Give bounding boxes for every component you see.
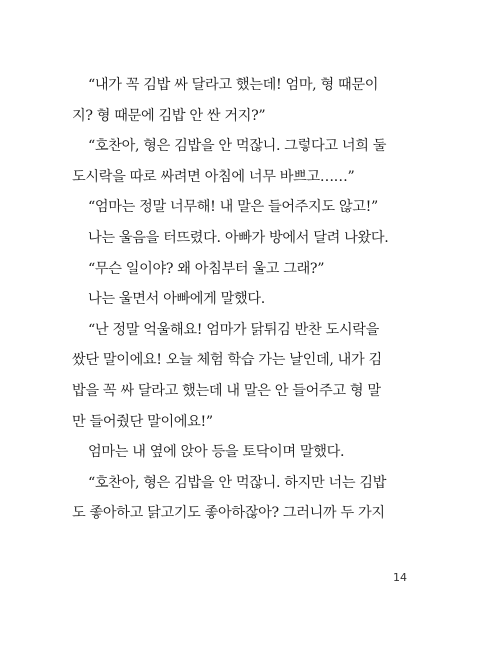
- text-line: 만 들어줬단 말이에요!”: [72, 413, 213, 430]
- page-number: 14: [393, 571, 407, 584]
- text-line: “무슨 일이야? 왜 아침부터 울고 그래?”: [88, 260, 325, 277]
- text-line: “호찬아, 형은 김밥을 안 먹잖니. 그렇다고 너희 둘: [88, 138, 387, 155]
- text-line: “난 정말 억울해요! 엄마가 닭튀김 반찬 도시락을: [88, 321, 379, 338]
- text-line: 나는 울음을 터뜨렸다. 아빠가 방에서 달려 나왔다.: [88, 229, 389, 246]
- text-line: “엄마는 정말 너무해! 내 말은 들어주지도 않고!”: [88, 199, 378, 216]
- text-line: 쌌단 말이에요! 오늘 체험 학습 가는 날인데, 내가 김: [72, 352, 382, 369]
- text-line: “내가 꼭 김밥 싸 달라고 했는데! 엄마, 형 때문이: [88, 77, 379, 93]
- text-line: 밥을 꼭 싸 달라고 했는데 내 말은 안 들어주고 형 말: [72, 382, 381, 399]
- text-line: “호찬아, 형은 김밥을 안 먹잖니. 하지만 너는 김밥: [88, 474, 387, 491]
- story-text: [72, 70, 432, 529]
- text-line: 지? 형 때문에 김밥 안 싼 거지?”: [72, 107, 266, 124]
- text-line: 나는 울면서 아빠에게 말했다.: [88, 291, 265, 308]
- text-line: 도 좋아하고 닭고기도 좋아하잖아? 그러니까 두 가지: [72, 505, 385, 522]
- text-line: 도시락을 따로 싸려면 아침에 너무 바쁘고……”: [72, 168, 355, 185]
- text-line: 엄마는 내 옆에 앉아 등을 토닥이며 말했다.: [88, 444, 345, 461]
